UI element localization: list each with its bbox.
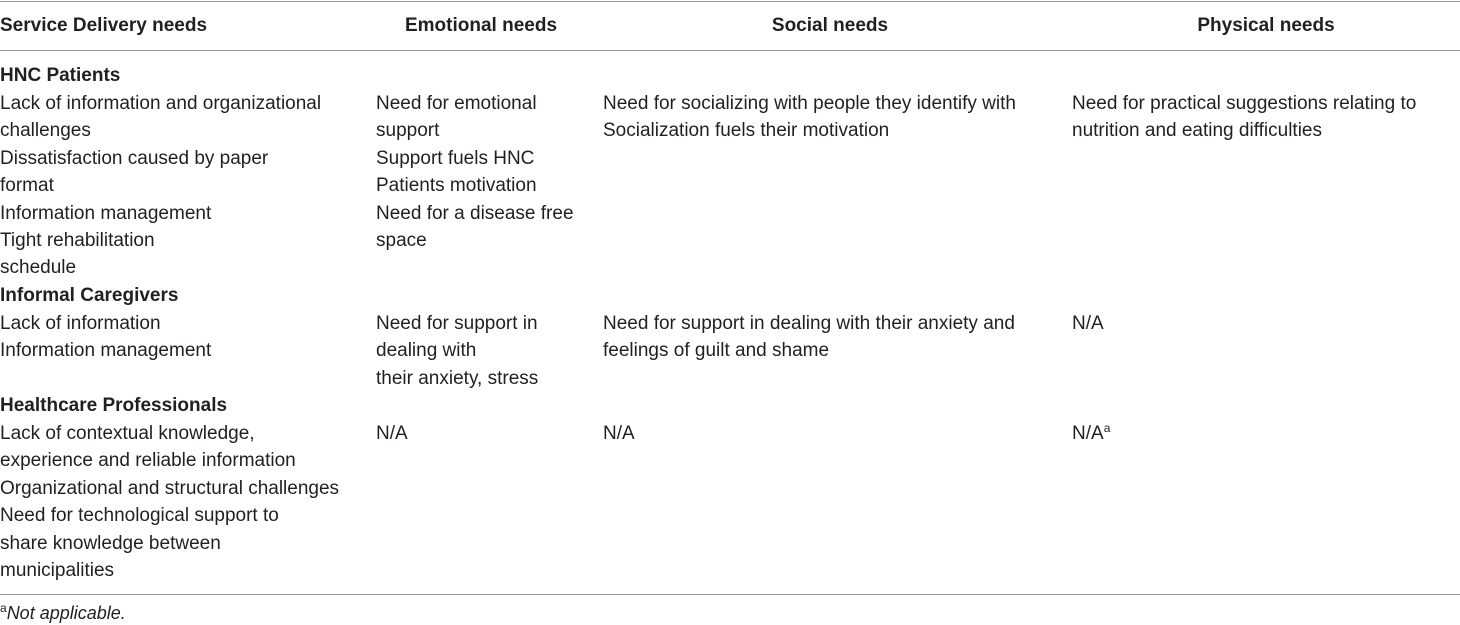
cell-line: Need for emotional bbox=[376, 93, 537, 114]
group-label-informal-caregivers: Informal Caregivers bbox=[0, 285, 179, 306]
cell-line: schedule bbox=[0, 257, 77, 279]
caregivers-physical-cell bbox=[1072, 310, 1452, 337]
cell-line: space bbox=[376, 230, 427, 252]
cell-line: Lack of information and organizational bbox=[0, 93, 322, 114]
cell-line: Need for support in dealing with their anxiety and bbox=[603, 313, 1015, 334]
caregivers-service-cell bbox=[0, 310, 360, 365]
cell-line: Need for technological support to bbox=[0, 505, 279, 527]
patients-physical-cell bbox=[1072, 90, 1452, 145]
footnote-marker: a bbox=[0, 601, 7, 615]
header-social-needs: Social needs bbox=[771, 15, 889, 36]
caregivers-emotional-cell bbox=[376, 310, 596, 392]
patients-social-cell bbox=[603, 90, 1043, 145]
cell-line: format bbox=[0, 175, 54, 197]
cell-line: Need for a disease free bbox=[376, 202, 574, 224]
header-physical-needs: Physical needs bbox=[1197, 15, 1335, 36]
caregivers-social-cell bbox=[603, 310, 1043, 365]
cell-line: feelings of guilt and shame bbox=[603, 340, 830, 362]
professionals-emotional-cell bbox=[376, 420, 596, 447]
header-emotional-needs: Emotional needs bbox=[404, 15, 558, 36]
cell-line: Need for support in bbox=[376, 313, 538, 334]
header-service-delivery-needs: Service Delivery needs bbox=[0, 15, 208, 36]
cell-line: Support fuels HNC bbox=[376, 147, 535, 169]
header-rule bbox=[0, 50, 1460, 51]
cell-line: experience and reliable information bbox=[0, 450, 296, 472]
cell-line: N/A bbox=[1072, 313, 1104, 334]
professionals-service-cell bbox=[0, 420, 360, 584]
cell-line: Information management bbox=[0, 340, 212, 362]
group-label-hnc-patients: HNC Patients bbox=[0, 65, 121, 86]
footnote-marker: a bbox=[1103, 421, 1111, 435]
patients-service-cell bbox=[0, 90, 360, 282]
cell-line: N/A bbox=[376, 423, 408, 444]
table-bottom-rule bbox=[0, 594, 1460, 595]
patients-emotional-cell bbox=[376, 90, 596, 254]
cell-text: N/A bbox=[1072, 423, 1104, 444]
group-label-healthcare-professionals: Healthcare Professionals bbox=[0, 395, 228, 416]
footnote-text: Not applicable. bbox=[6, 603, 126, 623]
professionals-social-cell bbox=[603, 420, 1043, 447]
cell-line: Lack of contextual knowledge, bbox=[0, 423, 255, 444]
table-top-rule bbox=[0, 1, 1460, 2]
cell-line: Patients motivation bbox=[376, 175, 537, 197]
cell-line: nutrition and eating difficulties bbox=[1072, 120, 1322, 142]
cell-line: Lack of information bbox=[0, 313, 161, 334]
cell-line: Tight rehabilitation bbox=[0, 230, 155, 252]
cell-line: municipalities bbox=[0, 560, 115, 582]
cell-line: their anxiety, stress bbox=[376, 367, 539, 389]
cell-line: Information management bbox=[0, 202, 212, 224]
cell-line: Organizational and structural challenges bbox=[0, 477, 340, 499]
cell-line bbox=[1072, 420, 1452, 447]
cell-line: dealing with bbox=[376, 340, 477, 362]
cell-line: share knowledge between bbox=[0, 532, 221, 554]
cell-line: challenges bbox=[0, 120, 91, 142]
table-footnote bbox=[0, 602, 126, 624]
cell-line: Need for socializing with people they identify with bbox=[603, 93, 1016, 114]
professionals-physical-cell bbox=[1072, 420, 1452, 447]
cell-line: N/A bbox=[603, 423, 635, 444]
cell-line: Need for practical suggestions relating to bbox=[1072, 93, 1417, 114]
cell-line: support bbox=[376, 120, 440, 142]
cell-line: Dissatisfaction caused by paper bbox=[0, 147, 269, 169]
cell-line: Socialization fuels their motivation bbox=[603, 120, 890, 142]
